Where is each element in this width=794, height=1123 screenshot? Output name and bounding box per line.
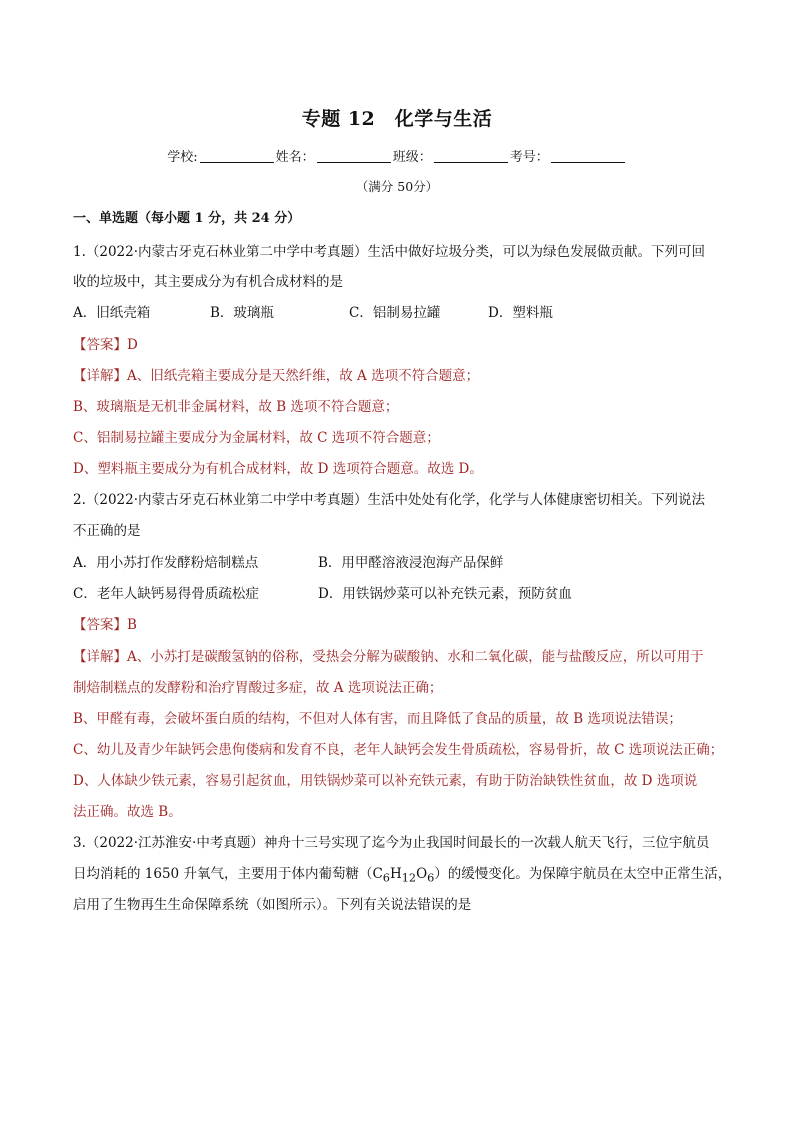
q2-detail-line4: C、幼儿及青少年缺钙会患佝偻病和发育不良，老年人缺钙会发生骨质疏松，容易骨折，故 C 选项说法正确； bbox=[73, 742, 724, 758]
formula-sub: 12 bbox=[401, 871, 417, 885]
q2-options-row1 bbox=[73, 551, 503, 571]
q3-stem-line2-post: ）的缓慢变化。为保障宇航员在太空中正常生活， bbox=[434, 866, 732, 882]
school-label: 学校: bbox=[167, 150, 198, 165]
formula-element: O bbox=[416, 866, 428, 882]
section-heading: 一、单选题（每小题 1 分，共 24 分） bbox=[73, 211, 301, 226]
student-info-row bbox=[0, 146, 794, 165]
q3-stem-line2-pre: 日均消耗的 1650 升氧气，主要用于体内葡萄糖（C bbox=[73, 866, 383, 882]
q1-stem-line2: 收的垃圾中，其主要成分为有机合成材料的是 bbox=[73, 274, 343, 290]
q1-detail-line3: C、铝制易拉罐主要成分为金属材料，故 C 选项不符合题意； bbox=[73, 430, 440, 446]
q1-option-d: D．塑料瓶 bbox=[488, 305, 553, 321]
q2-detail-line3: B、甲醛有毒，会破坏蛋白质的结构，不但对人体有害，而且降低了食品的质量，故 B 选项说法错误； bbox=[73, 711, 682, 727]
formula-sub: 6 bbox=[427, 871, 435, 885]
q2-stem-line1: 2.（2022·内蒙古牙克石林业第二中学中考真题）生活中处处有化学，化学与人体健康密切相关。下列说法 bbox=[73, 492, 706, 508]
number-blank[interactable] bbox=[551, 150, 625, 163]
q1-option-c: C．铝制易拉罐 bbox=[349, 305, 441, 321]
q2-detail-line2: 制焙制糕点的发酵粉和治疗胃酸过多症，故 A 选项说法正确； bbox=[73, 680, 443, 696]
q1-detail-line2: B、玻璃瓶是无机非金属材料，故 B 选项不符合题意； bbox=[73, 399, 399, 415]
q2-detail-line5: D、人体缺少铁元素，容易引起贫血，用铁锅炒菜可以补充铁元素，有助于防治缺铁性贫血，故 D 选项说 bbox=[73, 773, 698, 789]
q2-detail-line6: 法正确。故选 B。 bbox=[73, 804, 182, 820]
q2-detail-line1: 【详解】A、小苏打是碳酸氢钠的俗称，受热会分解为碳酸钠、水和二氧化碳，能与盐酸反应，所以可用于 bbox=[73, 649, 704, 665]
q2-option-d: D．用铁锅炒菜可以补充铁元素，预防贫血 bbox=[318, 586, 572, 602]
q1-option-a: A．旧纸壳箱 bbox=[73, 305, 151, 321]
name-label: 姓名： bbox=[275, 150, 315, 165]
school-blank[interactable] bbox=[200, 150, 274, 163]
q2-stem-line2: 不正确的是 bbox=[73, 523, 141, 539]
formula-sub: 6 bbox=[382, 871, 390, 885]
q1-options bbox=[73, 301, 553, 321]
formula-element: H bbox=[389, 866, 402, 882]
q1-stem-line1: 1.（2022·内蒙古牙克石林业第二中学中考真题）生活中做好垃圾分类，可以为绿色发展做贡献。下列可回 bbox=[73, 244, 706, 260]
q1-detail-line1: 【详解】A、旧纸壳箱主要成分是天然纤维，故 A 选项不符合题意； bbox=[73, 368, 480, 384]
score-note: （满分 50分） bbox=[355, 179, 439, 194]
q1-answer: 【答案】D bbox=[73, 337, 138, 353]
class-label: 班级： bbox=[392, 150, 432, 165]
q3-stem-line2 bbox=[73, 862, 731, 885]
number-label: 考号： bbox=[509, 150, 549, 165]
q1-detail-line4: D、塑料瓶主要成分为有机合成材料，故 D 选项符合题意。故选 D。 bbox=[73, 461, 483, 477]
q2-option-c: C．老年人缺钙易得骨质疏松症 bbox=[73, 586, 259, 602]
class-blank[interactable] bbox=[434, 150, 508, 163]
q2-option-a: A．用小苏打作发酵粉焙制糕点 bbox=[73, 555, 259, 571]
q1-option-b: B．玻璃瓶 bbox=[210, 305, 274, 321]
q2-answer: 【答案】B bbox=[73, 617, 137, 633]
q3-stem-line1: 3.（2022·江苏淮安·中考真题）神舟十三号实现了迄今为止我国时间最长的一次载人航天飞行，三位宇航员 bbox=[73, 835, 710, 851]
q3-stem-line3: 启用了生物再生生命保障系统（如图所示）。下列有关说法错误的是 bbox=[73, 897, 472, 913]
q2-option-b: B．用甲醛溶液浸泡海产品保鲜 bbox=[318, 555, 504, 571]
q2-options-row2 bbox=[73, 582, 572, 602]
page-title: 专题 12 化学与生活 bbox=[301, 108, 493, 130]
name-blank[interactable] bbox=[317, 150, 391, 163]
